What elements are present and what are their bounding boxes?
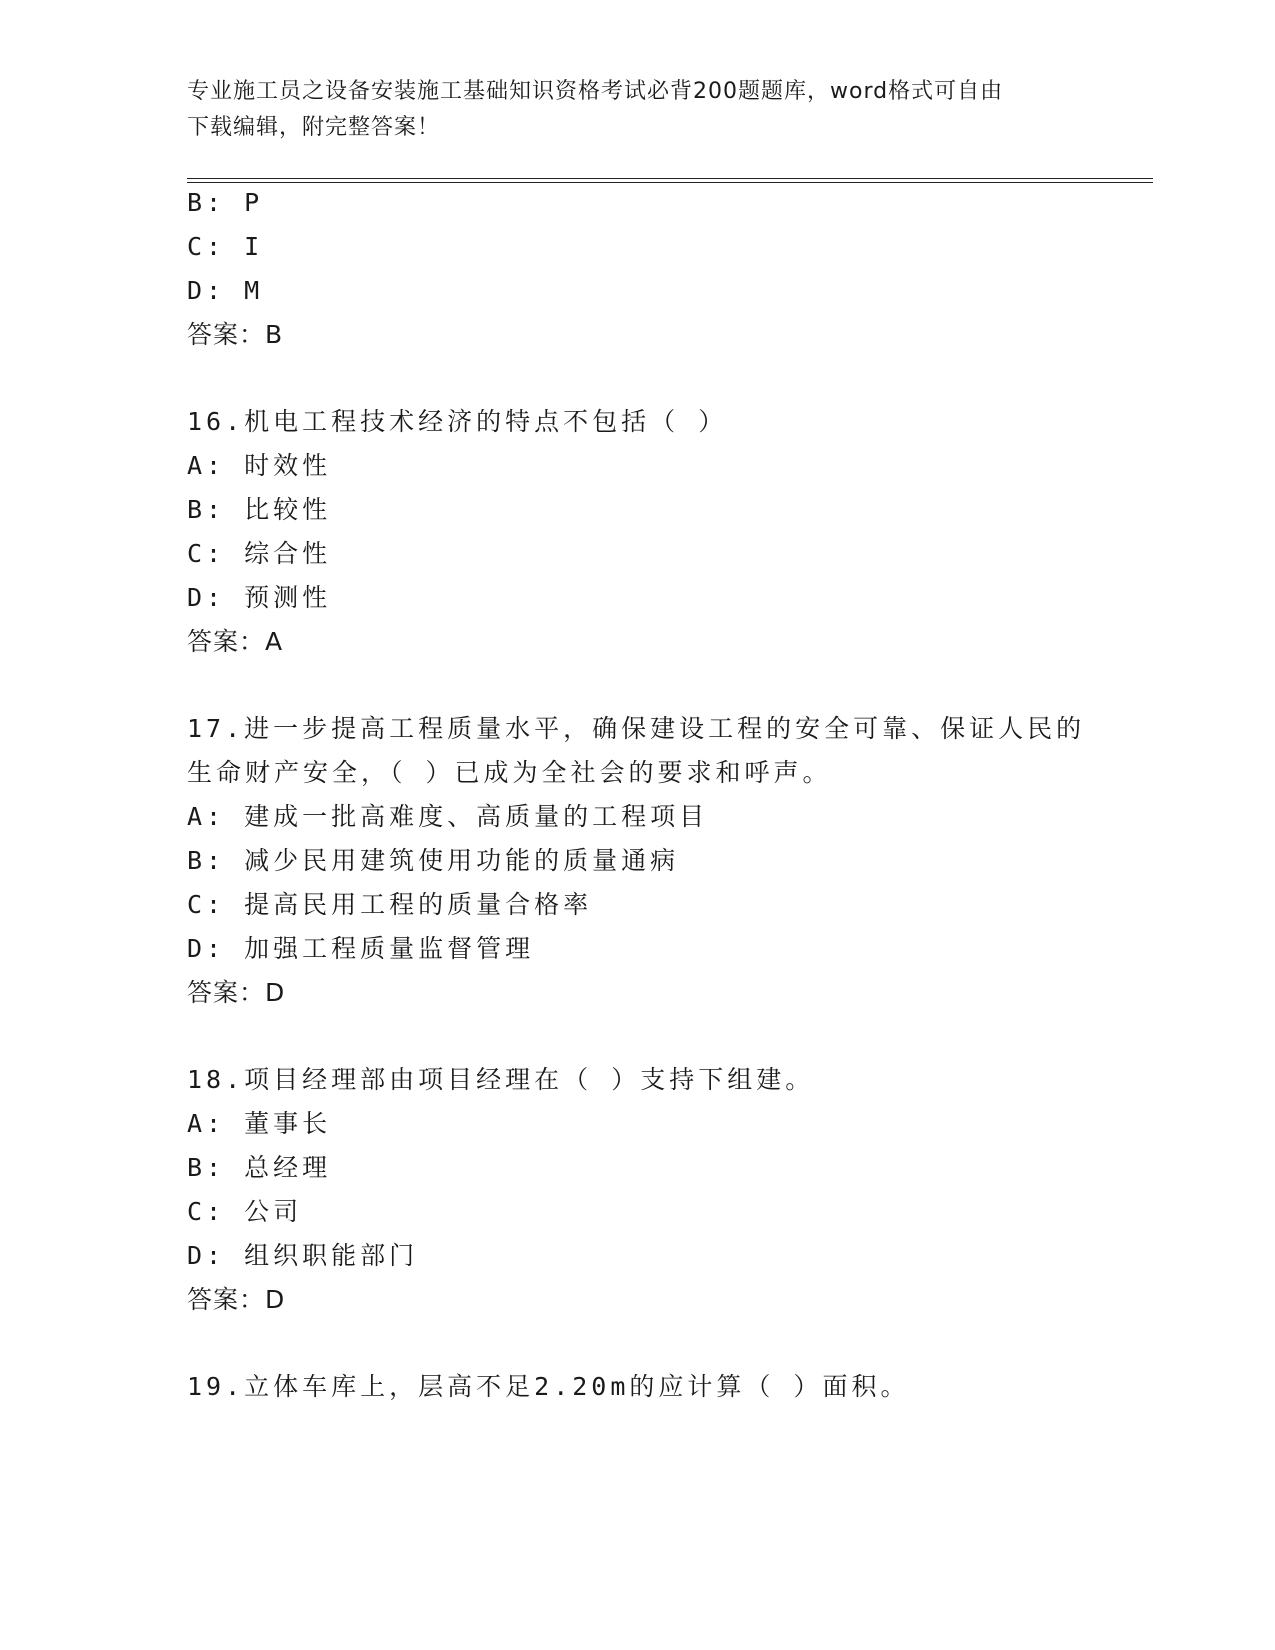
option-b: B: P xyxy=(187,188,264,217)
option-c: C: 公司 xyxy=(187,1197,303,1226)
option-d: D: M xyxy=(187,276,264,305)
answer-line: 答案：B xyxy=(187,320,284,349)
option-a: A: 董事长 xyxy=(187,1109,332,1138)
option-c: C: 提高民用工程的质量合格率 xyxy=(187,890,593,919)
option-b: B: 比较性 xyxy=(187,495,332,524)
question-stem-continued: 生命财产安全，（ ）已成为全社会的要求和呼声。 xyxy=(187,758,832,787)
answer-line: 答案：A xyxy=(187,627,284,656)
option-a: A: 时效性 xyxy=(187,451,332,480)
answer-line: 答案：D xyxy=(187,1285,286,1314)
answer-line: 答案：D xyxy=(187,978,286,1007)
option-d: D: 组织职能部门 xyxy=(187,1241,419,1270)
page-header xyxy=(187,74,1087,146)
option-d: D: 加强工程质量监督管理 xyxy=(187,934,535,963)
question-stem: 17.进一步提高工程质量水平，确保建设工程的安全可靠、保证人民的 xyxy=(187,714,1086,743)
option-c: C: 综合性 xyxy=(187,539,332,568)
option-b: B: 减少民用建筑使用功能的质量通病 xyxy=(187,846,680,875)
header-divider xyxy=(187,178,1153,183)
header-line-2: 下载编辑，附完整答案！ xyxy=(187,115,441,140)
option-a: A: 建成一批高难度、高质量的工程项目 xyxy=(187,802,709,831)
header-line-1: 专业施工员之设备安装施工基础知识资格考试必背200题题库，word格式可自由 xyxy=(187,79,1004,104)
option-d: D: 预测性 xyxy=(187,583,332,612)
question-stem: 18.项目经理部由项目经理在（ ）支持下组建。 xyxy=(187,1065,815,1094)
option-b: B: 总经理 xyxy=(187,1153,332,1182)
question-stem: 19.立体车库上，层高不足2.20m的应计算（ ）面积。 xyxy=(187,1372,910,1401)
question-stem: 16.机电工程技术经济的特点不包括（ ） xyxy=(187,407,728,436)
option-c: C: I xyxy=(187,232,264,261)
